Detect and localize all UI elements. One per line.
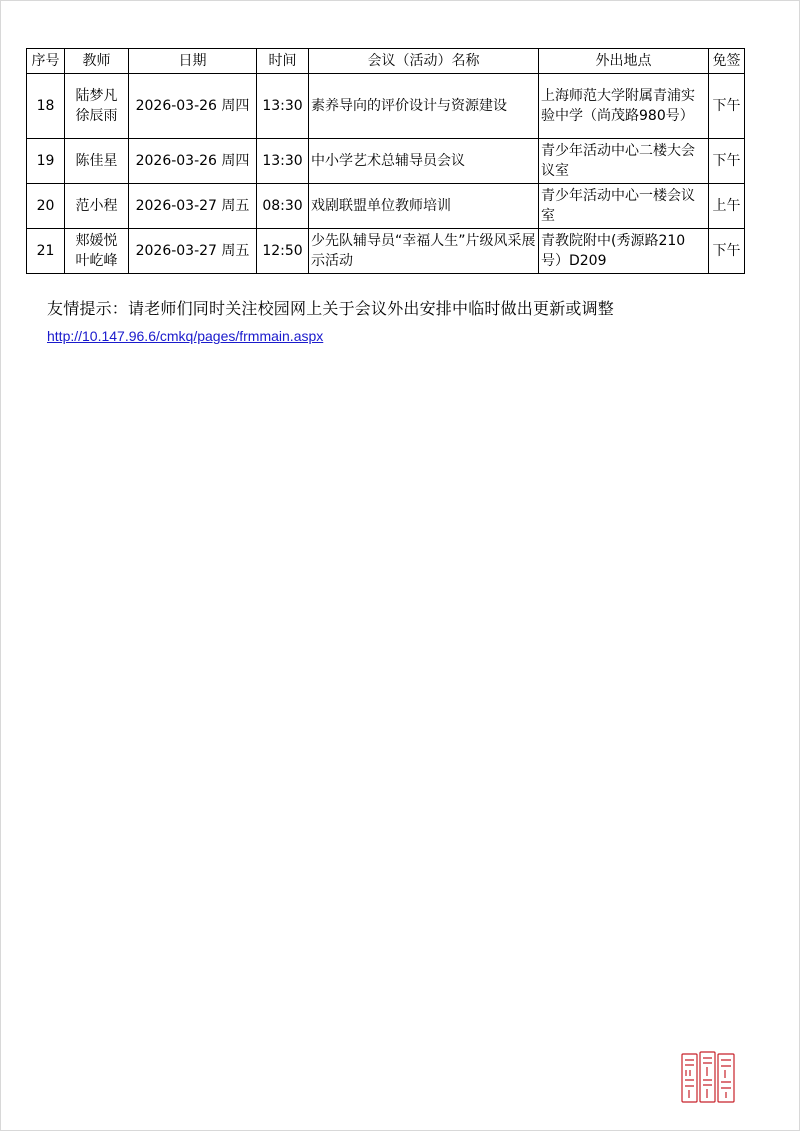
cell-meeting-name: 素养导向的评价设计与资源建设 [309,74,539,139]
cell-time: 08:30 [257,184,309,229]
cell-num: 19 [27,139,65,184]
cell-location: 青教院附中(秀源路210号）D209 [539,229,709,274]
cell-meeting-name: 中小学艺术总辅导员会议 [309,139,539,184]
cell-date: 2026-03-27 周五 [129,184,257,229]
cell-num: 21 [27,229,65,274]
header-time: 时间 [257,49,309,74]
cell-teacher: 郏媛悦 叶屹峰 [65,229,129,274]
cell-meeting-name: 少先队辅导员“幸福人生”片级风采展示活动 [309,229,539,274]
seal-stamp [680,1050,736,1106]
cell-meeting-name: 戏剧联盟单位教师培训 [309,184,539,229]
meeting-schedule-table [26,48,745,274]
cell-exempt: 下午 [709,74,745,139]
cell-date: 2026-03-26 周四 [129,139,257,184]
table-row [27,139,745,184]
cell-num: 20 [27,184,65,229]
system-link[interactable]: http://10.147.96.6/cmkq/pages/frmmain.aspx [47,328,324,344]
cell-exempt: 下午 [709,139,745,184]
reminder-note: 友情提示：请老师们同时关注校园网上关于会议外出安排中临时做出更新或调整 [47,299,615,318]
header-meeting-name: 会议（活动）名称 [309,49,539,74]
header-teacher: 教师 [65,49,129,74]
header-date: 日期 [129,49,257,74]
table-row [27,229,745,274]
cell-location: 青少年活动中心二楼大会议室 [539,139,709,184]
cell-date: 2026-03-26 周四 [129,74,257,139]
cell-exempt: 上午 [709,184,745,229]
cell-date: 2026-03-27 周五 [129,229,257,274]
cell-teacher: 陈佳星 [65,139,129,184]
table-row [27,184,745,229]
header-exempt: 免签 [709,49,745,74]
cell-time: 13:30 [257,139,309,184]
header-location: 外出地点 [539,49,709,74]
cell-time: 12:50 [257,229,309,274]
cell-teacher: 范小程 [65,184,129,229]
table-header-row [27,49,745,74]
cell-location: 上海师范大学附属青浦实验中学（尚茂路980号） [539,74,709,139]
cell-exempt: 下午 [709,229,745,274]
cell-time: 13:30 [257,74,309,139]
cell-teacher: 陆梦凡 徐辰雨 [65,74,129,139]
header-num: 序号 [27,49,65,74]
cell-num: 18 [27,74,65,139]
table-row [27,74,745,139]
cell-location: 青少年活动中心一楼会议室 [539,184,709,229]
